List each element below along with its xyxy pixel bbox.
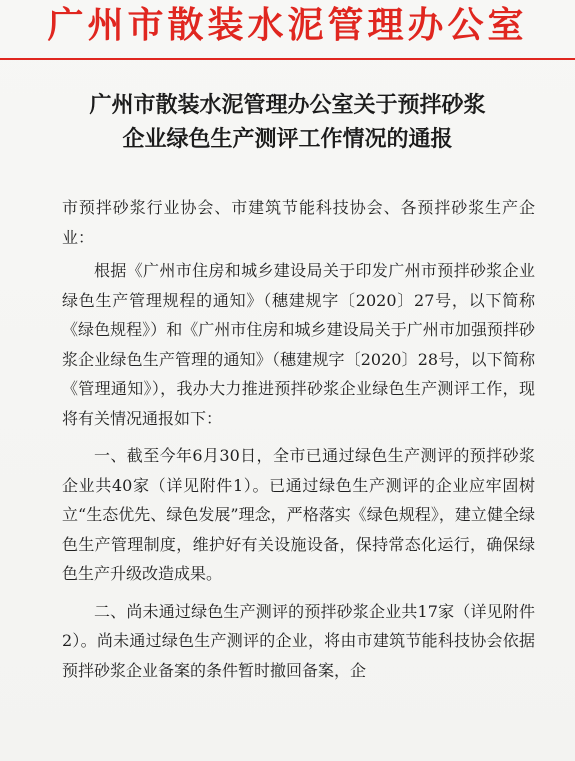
document-title-line-2: 企业绿色生产测评工作情况的通报 [122, 126, 453, 152]
document-body [62, 193, 535, 685]
document-title [40, 88, 535, 156]
letterhead-title: 广州市散装水泥管理办公室 [47, 4, 528, 46]
addressee-line: 市预拌砂浆行业协会、市建筑节能科技协会、各预拌砂浆生产企业： [62, 198, 535, 247]
document-title-line-1: 广州市散装水泥管理办公室关于预拌砂浆 [89, 92, 486, 118]
letterhead-red-rule [0, 58, 575, 60]
paragraph-basis: 根据《广州市住房和城乡建设局关于印发广州市预拌砂浆企业绿色生产管理规程的通知》（穗建规字〔2020〕27号，以下简称《绿色规程》）和《广州市住房和城乡建设局关于广州市加强预拌砂浆企业绿色生产管理的通知》（穗建规字〔2020〕28号，以下简称《管理通知》），我办大力推进预拌砂浆企业绿色生产测评工作，现将有关情况通报如下： [62, 261, 535, 428]
paragraph-item-2: 二、尚未通过绿色生产测评的预拌砂浆企业共17家（详见附件2）。尚未通过绿色生产测评的企业，将由市建筑节能科技协会依据预拌砂浆企业备案的条件暂时撤回备案，企 [62, 601, 535, 680]
paragraph-item-1: 一、截至今年6月30日，全市已通过绿色生产测评的预拌砂浆企业共40家（详见附件1）。已通过绿色生产测评的企业应牢固树立“生态优先、绿色发展”理念，严格落实《绿色规程》，建立健全绿色生产管理制度，维护好有关设施设备，保持常态化运行，确保绿色生产升级改造成果。 [62, 446, 535, 583]
